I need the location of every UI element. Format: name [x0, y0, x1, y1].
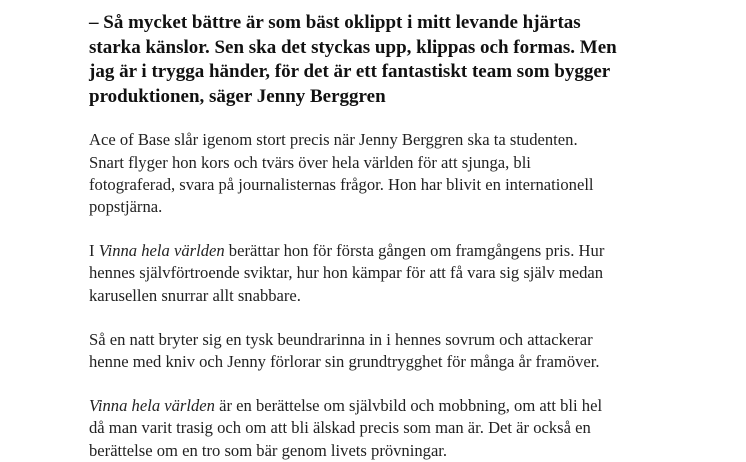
lead-line-1: – Så mycket bättre är som bäst oklippt i mitt levande hjärtas	[89, 12, 581, 33]
paragraph-4-line-3: berättelse om en tro som bär genom livets prövningar.	[89, 440, 448, 460]
lead-quote	[89, 11, 689, 109]
lead-line-4: produktionen, säger Jenny Berggren	[89, 85, 386, 107]
paragraph-1-line-3: fotograferad, svara på journalisternas frågor. Hon har blivit en internationell	[89, 174, 594, 194]
paragraph-3-line-2: henne med kniv och Jenny förlorar sin grundtrygghet för många år framöver.	[89, 352, 600, 371]
book-title: Vinna hela världen	[98, 241, 225, 261]
paragraph-2-line-2: hennes självförtroende sviktar, hur hon kämpar för att få vara sig själv medan	[89, 263, 604, 283]
article-body	[89, 11, 689, 462]
paragraph-4	[89, 395, 689, 462]
paragraph-3	[89, 329, 689, 373]
paragraph-1-line-1: Ace of Base slår igenom stort precis när Jenny Berggren ska ta studenten.	[89, 130, 578, 150]
paragraph-1	[89, 129, 689, 218]
paragraph-1-line-2: Snart flyger hon kors och tvärs över hela världen för att sjunga, bli	[89, 152, 531, 172]
paragraph-1-line-4: popstjärna.	[89, 196, 163, 216]
lead-line-2: starka känslor. Sen ska det styckas upp, klippas och formas. Men	[89, 36, 617, 58]
lead-line-3: jag är i trygga händer, för det är ett fantastiskt team som bygger	[89, 61, 611, 83]
paragraph-2-line-3: karusellen snurrar allt snabbare.	[89, 285, 301, 305]
paragraph-2	[89, 240, 689, 307]
paragraph-2-prefix: I	[89, 241, 99, 261]
book-title: Vinna hela världen	[89, 396, 215, 416]
paragraph-3-line-1: Så en natt bryter sig en tysk beundrarinna in i hennes sovrum och attackerar	[89, 329, 593, 349]
paragraph-2-line-1-rest: berättar hon för första gången om framgångens pris. Hur	[224, 241, 605, 261]
paragraph-4-line-1-rest: är en berättelse om självbild och mobbning, om att bli hel	[214, 396, 603, 416]
paragraph-4-line-2: då man varit trasig och om att bli älskad precis som man är. Det är också en	[89, 418, 591, 438]
